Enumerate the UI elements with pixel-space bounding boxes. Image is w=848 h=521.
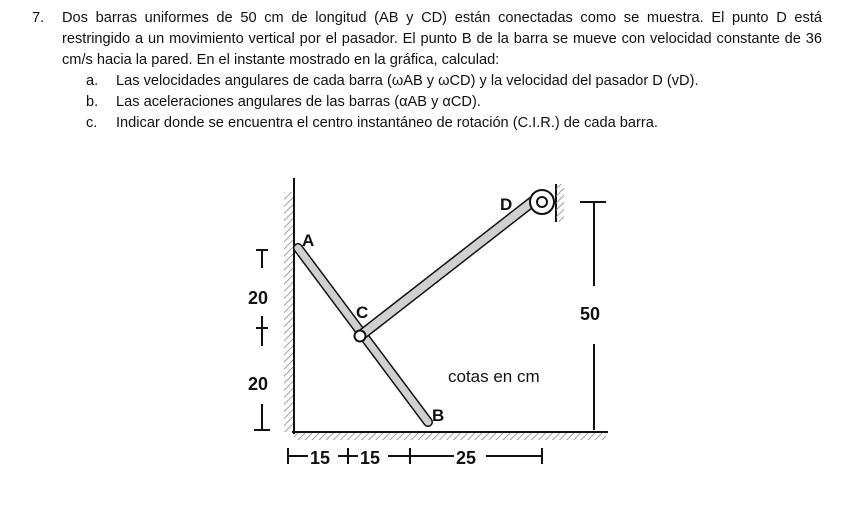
pin-c xyxy=(355,331,366,342)
problem-statement: Dos barras uniformes de 50 cm de longitud (AB y CD) están conectadas como se muestra. El punto D está restringido a un movimiento vertical por el pasador. El punto B de la barra se mueve con velocidad constante de 36 cm/s hacia la pared. En el instante mostrado en la gráfica, calculad: xyxy=(62,10,822,68)
wall-hatch xyxy=(284,192,294,432)
dim-left-upper: 20 xyxy=(248,288,269,308)
bar-cd xyxy=(360,202,532,336)
item-text: Indicar donde se encuentra el centro instantáneo de rotación (C.I.R.) de cada barra. xyxy=(116,115,658,131)
problem-item-b xyxy=(86,92,806,113)
dim-bottom-3: 25 xyxy=(456,448,477,468)
mechanism-figure xyxy=(230,168,630,478)
label-d: D xyxy=(500,195,513,214)
item-label: c. xyxy=(86,115,98,131)
guide-hatch xyxy=(556,184,564,222)
problem-item-a xyxy=(86,71,806,92)
problem-items xyxy=(86,71,806,134)
label-b: B xyxy=(432,406,445,425)
problem-number: 7. xyxy=(32,10,45,26)
problem-item-c xyxy=(86,113,806,134)
pin-d xyxy=(537,197,547,207)
item-label: a. xyxy=(86,73,99,89)
dim-bottom-2: 15 xyxy=(360,448,381,468)
item-text: Las velocidades angulares de cada barra (ωAB y ωCD) y la velocidad del pasador D (vD). xyxy=(116,73,699,89)
dim-bottom-1: 15 xyxy=(310,448,331,468)
dim-right-value: 50 xyxy=(580,304,601,324)
label-a: A xyxy=(302,231,315,250)
item-label: b. xyxy=(86,94,99,110)
dim-left-lower: 20 xyxy=(248,374,269,394)
floor-hatch xyxy=(294,432,606,440)
units-note: cotas en cm xyxy=(448,367,540,386)
item-text: Las aceleraciones angulares de las barras (αAB y αCD). xyxy=(116,94,481,110)
mechanism-diagram xyxy=(230,168,630,478)
label-c: C xyxy=(356,303,369,322)
